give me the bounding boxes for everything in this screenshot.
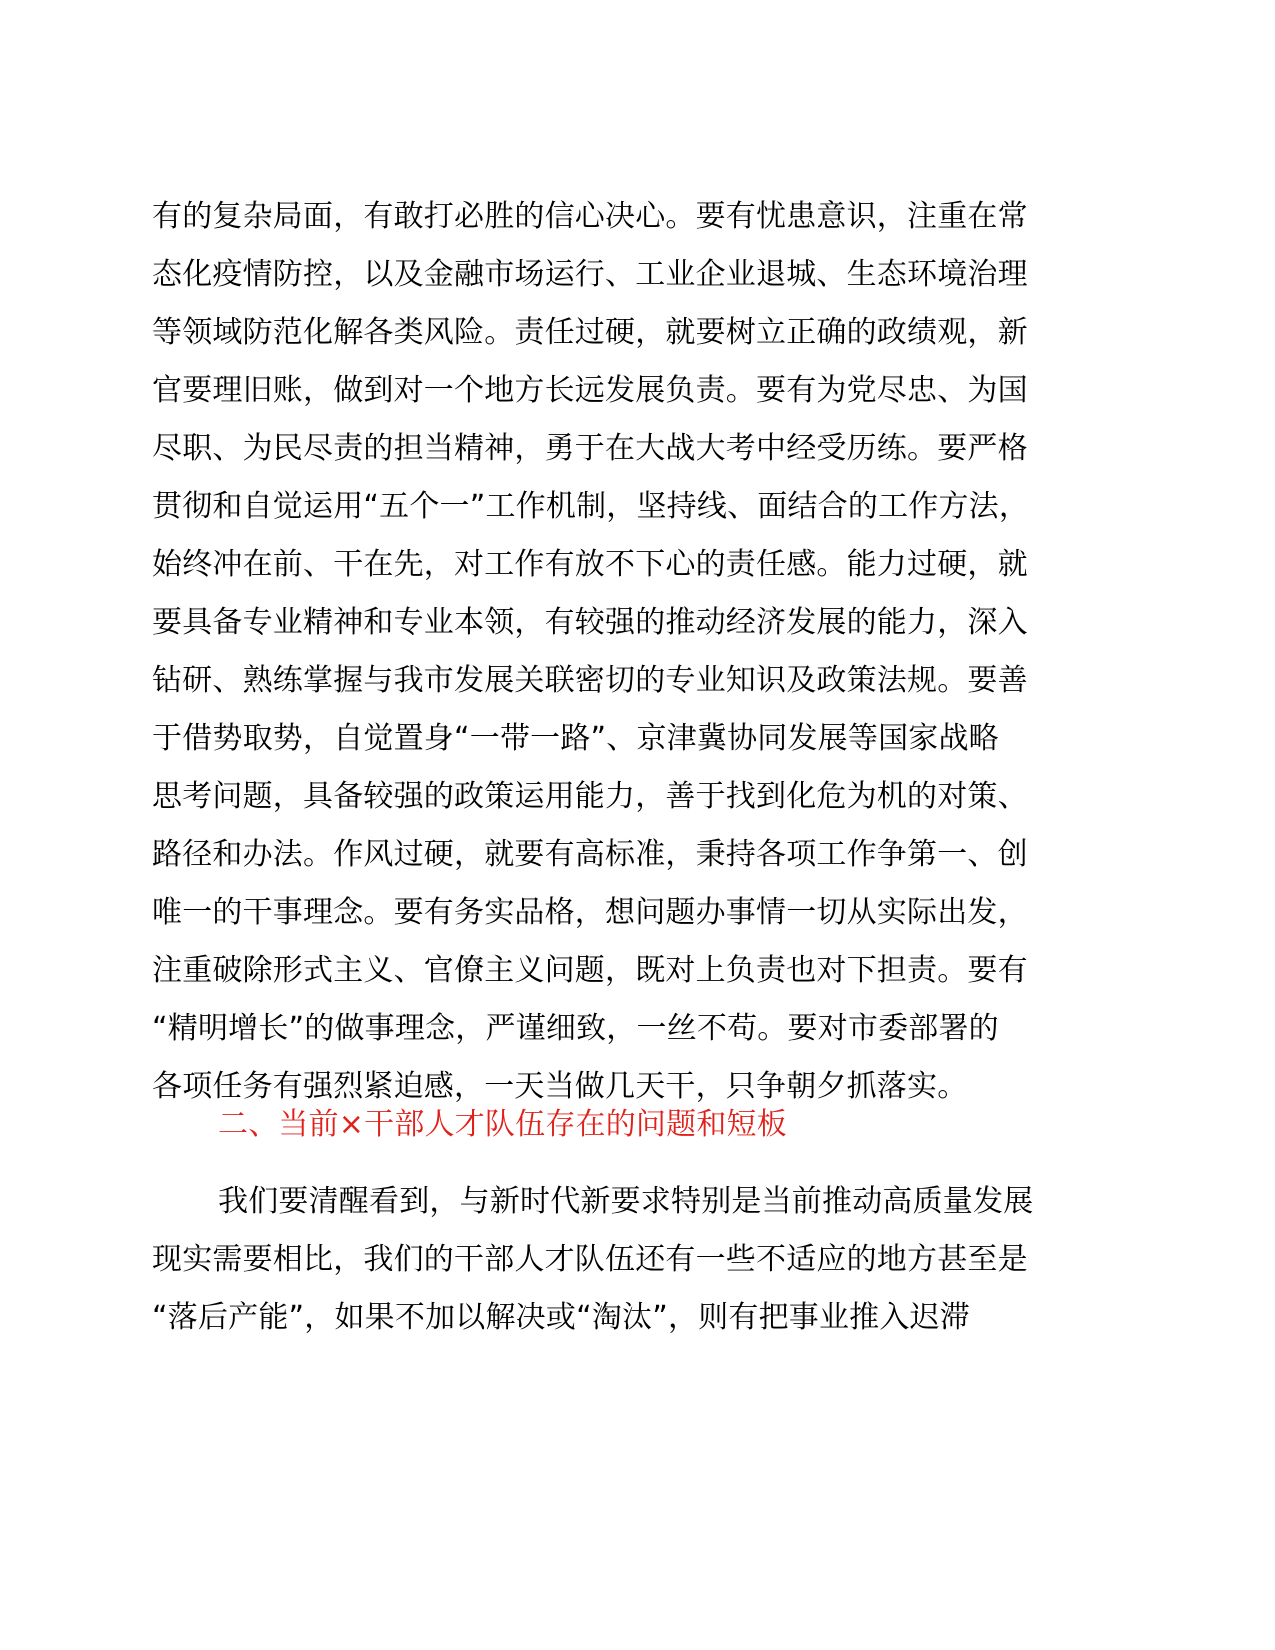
paragraph-line: 思考问题，具备较强的政策运用能力，善于找到化危为机的对策、 — [152, 779, 1028, 814]
paragraph-line: 唯一的干事理念。要有务实品格，想问题办事情一切从实际出发， — [152, 895, 1028, 930]
paragraph-line: 尽职、为民尽责的担当精神，勇于在大战大考中经受历练。要严格 — [152, 431, 1028, 466]
paragraph-line: 有的复杂局面，有敢打必胜的信心决心。要有忧患意识，注重在常 — [152, 199, 1028, 234]
paragraph-line: 态化疫情防控，以及金融市场运行、工业企业退城、生态环境治理 — [152, 257, 1028, 292]
paragraph-line: 官要理旧账，做到对一个地方长远发展负责。要有为党尽忠、为国 — [152, 373, 1028, 408]
paragraph-line: 钻研、熟练掌握与我市发展关联密切的专业知识及政策法规。要善 — [152, 663, 1028, 698]
paragraph-line: 路径和办法。作风过硬，就要有高标准，秉持各项工作争第一、创 — [152, 837, 1028, 872]
paragraph-line: 贯彻和自觉运用“五个一”工作机制，坚持线、面结合的工作方法， — [152, 489, 1030, 524]
paragraph-line: “精明增长”的做事理念，严谨细致，一丝不苟。要对市委部署的 — [152, 1011, 999, 1046]
paragraph-line: 注重破除形式主义、官僚主义问题，既对上负责也对下担责。要有 — [152, 953, 1028, 988]
paragraph-second — [152, 1173, 1132, 1347]
section-heading-block — [152, 1096, 1132, 1154]
section-heading: 二、当前×干部人才队伍存在的问题和短板 — [218, 1107, 787, 1142]
paragraph-line: 我们要清醒看到，与新时代新要求特别是当前推动高质量发展 — [218, 1184, 1034, 1219]
paragraph-line: 现实需要相比，我们的干部人才队伍还有一些不适应的地方甚至是 — [152, 1242, 1028, 1277]
paragraph-line: 始终冲在前、干在先，对工作有放不下心的责任感。能力过硬，就 — [152, 547, 1028, 582]
paragraph-line: 各项任务有强烈紧迫感，一天当做几天干，只争朝夕抓落实。 — [152, 1069, 968, 1104]
paragraph-line: 要具备专业精神和专业本领，有较强的推动经济发展的能力，深入 — [152, 605, 1028, 640]
paragraph-line: 于借势取势，自觉置身“一带一路”、京津冀协同发展等国家战略 — [152, 721, 999, 756]
paragraph-continued — [152, 188, 1132, 1116]
paragraph-line: 等领域防范化解各类风险。责任过硬，就要树立正确的政绩观，新 — [152, 315, 1028, 350]
paragraph-line: “落后产能”，如果不加以解决或“淘汰”，则有把事业推入迟滞 — [152, 1300, 970, 1335]
